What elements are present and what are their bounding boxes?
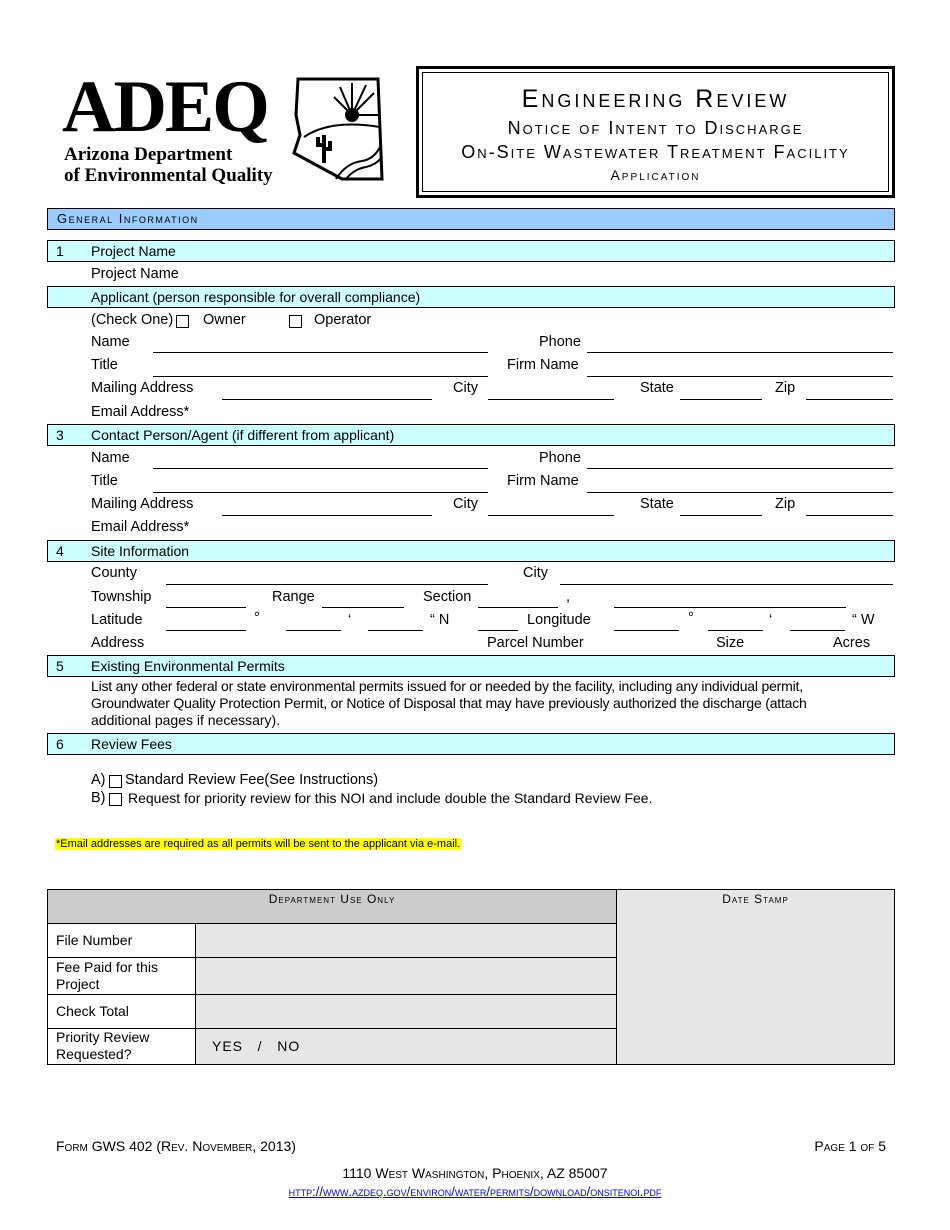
range-label: Range [272, 589, 315, 605]
latitude-minutes-field[interactable] [286, 630, 341, 631]
check-total-field[interactable] [195, 994, 617, 1029]
dept-header-cell [47, 889, 617, 924]
standard-fee-label: Standard Review Fee(See Instructions) [125, 772, 379, 788]
priority-label-1: Priority Review [56, 1029, 150, 1045]
applicant-zip-label: Zip [775, 380, 796, 396]
contact-city-field[interactable] [488, 515, 614, 516]
site-city-label: City [523, 565, 548, 581]
contact-state-field[interactable] [680, 515, 762, 516]
applicant-firm-label: Firm Name [507, 357, 579, 373]
form-subtitle-3: Application [610, 167, 701, 183]
size-label: Size [716, 635, 745, 651]
north-label: “ N [430, 612, 450, 628]
owner-checkbox[interactable] [176, 315, 189, 328]
degree-symbol-2: ° [688, 610, 694, 626]
section-field[interactable] [478, 607, 558, 608]
applicant-name-field[interactable] [153, 352, 488, 353]
applicant-city-field[interactable] [488, 399, 614, 400]
logo-subtitle-line1: Arizona Department [64, 144, 233, 165]
standard-fee-checkbox[interactable] [109, 775, 122, 788]
section-2-header [47, 286, 895, 308]
minute-symbol-2: ‘ [769, 612, 773, 628]
contact-email-label: Email Address* [91, 519, 190, 535]
section-5-header [47, 655, 895, 677]
email-required-notice: *Email addresses are required as all permits will be sent to the applicant via e-mail. [56, 838, 461, 850]
yes-no-option[interactable]: YES / NO [212, 1038, 301, 1054]
contact-zip-field[interactable] [806, 515, 893, 516]
section-field-label: Section [423, 589, 472, 605]
longitude-label: Longitude [527, 612, 591, 628]
section-label: Review Fees [91, 736, 172, 752]
contact-phone-field[interactable] [587, 468, 893, 469]
form-url-wrapper [0, 1184, 950, 1199]
operator-label: Operator [314, 312, 372, 328]
form-number: Form GWS 402 (Rev. November, 2013) [56, 1138, 296, 1154]
permits-instructions-line2: Groundwater Quality Protection Permit, or Notice of Disposal that may have previously authorized the discharge (attach [91, 695, 807, 711]
contact-title-field[interactable] [153, 492, 488, 493]
form-title: Engineering Review [521, 85, 790, 113]
contact-mailing-field[interactable] [222, 515, 432, 516]
longitude-minutes-field[interactable] [708, 630, 763, 631]
priority-label-2: Requested? [56, 1046, 132, 1062]
file-number-label: File Number [56, 932, 133, 948]
applicant-title-label: Title [91, 357, 118, 373]
section-label: Site Information [91, 543, 190, 559]
fee-paid-label-cell [47, 957, 196, 995]
section-number: 4 [56, 543, 64, 559]
latitude-label: Latitude [91, 612, 143, 628]
county-field[interactable] [166, 584, 488, 585]
parcel-number-label: Parcel Number [487, 635, 584, 651]
applicant-email-label: Email Address* [91, 404, 190, 420]
contact-city-label: City [453, 496, 478, 512]
section-4-header [47, 540, 895, 562]
priority-review-label: Request for priority review for this NOI and include double the Standard Review Fee. [128, 790, 653, 806]
section-heading: General Information [57, 211, 199, 226]
west-label: “ W [852, 612, 875, 628]
section-number: 1 [56, 243, 64, 259]
degree-symbol: ° [254, 610, 260, 626]
range-field[interactable] [322, 607, 404, 608]
section-1-header [47, 240, 895, 262]
latitude-extra-field[interactable] [478, 630, 518, 631]
check-one-label: (Check One) [91, 312, 174, 328]
title-box [416, 66, 895, 198]
priority-review-checkbox[interactable] [109, 793, 122, 806]
priority-label-cell [47, 1028, 196, 1065]
page-number: Page 1 of 5 [814, 1138, 886, 1154]
fee-paid-label-1: Fee Paid for this [56, 959, 158, 975]
contact-name-label: Name [91, 450, 130, 466]
applicant-state-label: State [640, 380, 674, 396]
general-information-header [47, 208, 895, 230]
contact-phone-label: Phone [539, 450, 581, 466]
township-extra-field[interactable] [614, 607, 846, 608]
site-city-field[interactable] [560, 584, 893, 585]
section-6-header [47, 733, 895, 755]
township-field[interactable] [166, 607, 246, 608]
applicant-name-label: Name [91, 334, 130, 350]
applicant-city-label: City [453, 380, 478, 396]
latitude-seconds-field[interactable] [368, 630, 423, 631]
permits-instructions-line1: List any other federal or state environmental permits issued for or needed by the facility, including any individual permit, [91, 678, 803, 694]
dept-header: Department Use Only [268, 892, 396, 906]
acres-label: Acres [833, 635, 871, 651]
longitude-seconds-field[interactable] [790, 630, 845, 631]
applicant-mailing-label: Mailing Address [91, 380, 194, 396]
comma-separator: , [566, 589, 571, 605]
adeq-logo-text: ADEQ [62, 66, 268, 148]
fee-paid-label-2: Project [56, 976, 100, 992]
applicant-phone-label: Phone [539, 334, 581, 350]
check-total-label-cell [47, 994, 196, 1029]
section-label: Existing Environmental Permits [91, 658, 285, 674]
county-label: County [91, 565, 137, 581]
applicant-zip-field[interactable] [806, 399, 893, 400]
check-total-label: Check Total [56, 1003, 129, 1019]
fee-option-a-prefix: A) [91, 772, 106, 788]
section-number: 5 [56, 658, 64, 674]
contact-title-label: Title [91, 473, 118, 489]
form-subtitle-2: On-Site Wastewater Treatment Facility [461, 142, 850, 162]
contact-zip-label: Zip [775, 496, 796, 512]
contact-firm-field[interactable] [587, 492, 893, 493]
township-label: Township [91, 589, 152, 605]
section-label: Project Name [91, 243, 176, 259]
section-label: Contact Person/Agent (if different from applicant) [91, 427, 395, 443]
operator-checkbox[interactable] [289, 315, 302, 328]
applicant-state-field[interactable] [680, 399, 762, 400]
fee-paid-field[interactable] [195, 957, 617, 995]
file-number-label-cell [47, 923, 196, 958]
permits-instructions-line3: additional pages if necessary). [91, 712, 281, 728]
department-use-table [47, 889, 895, 1065]
minute-symbol: ‘ [348, 612, 352, 628]
priority-field[interactable] [195, 1028, 617, 1065]
contact-state-label: State [640, 496, 674, 512]
applicant-phone-field[interactable] [587, 352, 893, 353]
form-url-link[interactable]: http://www.azdeq.gov/environ/water/permits/download/onsitenoi.pdf [288, 1184, 662, 1199]
date-stamp-cell [616, 889, 895, 1065]
section-3-header [47, 424, 895, 446]
owner-label: Owner [203, 312, 246, 328]
form-subtitle-1: Notice of Intent to Discharge [507, 118, 804, 138]
applicant-mailing-field[interactable] [222, 399, 432, 400]
section-label: Applicant (person responsible for overall compliance) [91, 289, 421, 305]
contact-name-field[interactable] [153, 468, 488, 469]
logo-subtitle-line2: of Environmental Quality [64, 165, 273, 186]
contact-firm-label: Firm Name [507, 473, 579, 489]
address-label: Address [91, 635, 145, 651]
file-number-field[interactable] [195, 923, 617, 958]
longitude-degrees-field[interactable] [614, 630, 679, 631]
office-address: 1110 West Washington, Phoenix, AZ 85007 [342, 1165, 608, 1181]
fee-option-b-prefix: B) [91, 790, 106, 806]
applicant-title-field[interactable] [153, 376, 488, 377]
section-number: 6 [56, 736, 64, 752]
date-stamp-label: Date Stamp [722, 892, 789, 906]
section-number: 3 [56, 427, 64, 443]
project-name-label: Project Name [91, 266, 179, 282]
applicant-firm-field[interactable] [587, 376, 893, 377]
arizona-emblem-icon [290, 75, 386, 185]
contact-mailing-label: Mailing Address [91, 496, 194, 512]
latitude-degrees-field[interactable] [166, 630, 246, 631]
